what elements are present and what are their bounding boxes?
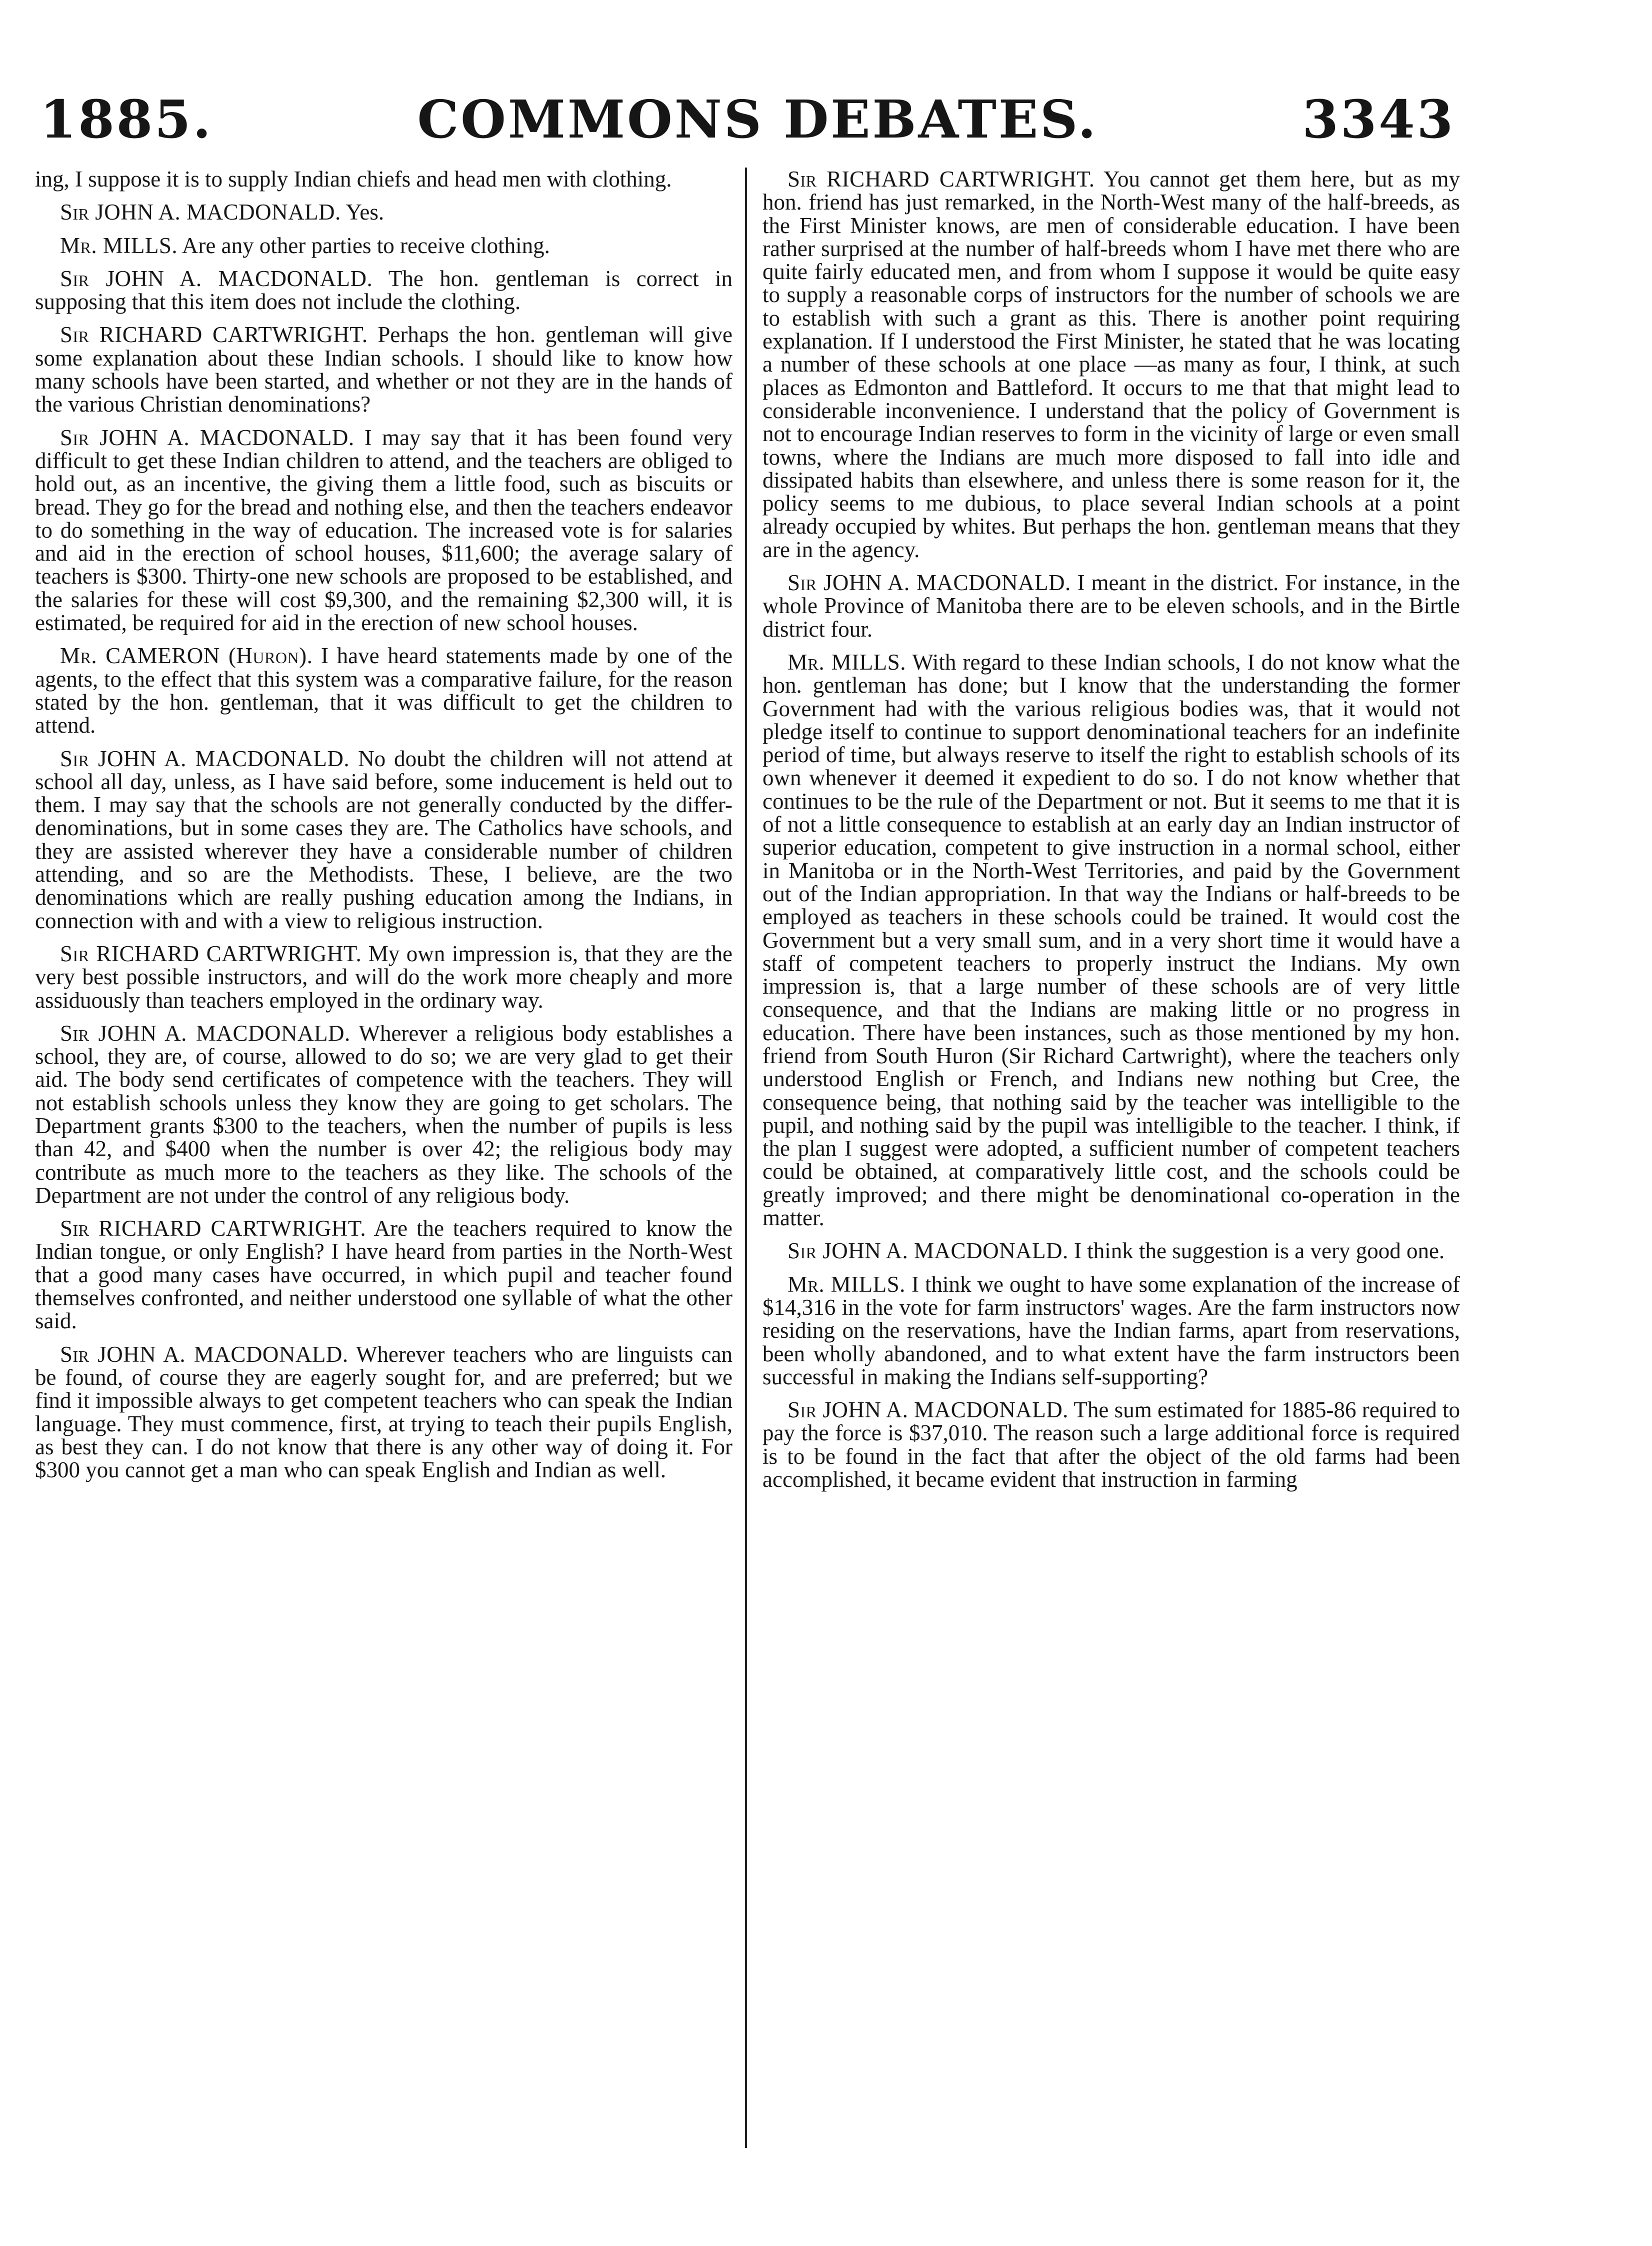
speech-text: I may say that it has been found very difficult to get these Indian children to attend, and the teachers are obliged to hold out, as an incentive, the giving them a little food, such as biscuits or bread. They go for the bread and nothing else, and then the teachers endeavor to do something in the way of education. The increased vote is for salaries and aid in the erection of school houses, $11,600; the average salary of teachers is $300. Thirty-one new schools are proposed to be established, and the salaries for these will cost $9,300, and the remaining $2,300 will, it is estimated, be required for aid in the erection of new school houses. (35, 425, 733, 636)
speaker-name: Sir RICHARD CARTWRIGHT. (60, 322, 368, 348)
speech-text: Yes. (346, 200, 384, 225)
speaker-name: Sir JOHN A. MACDONALD. (788, 570, 1071, 596)
speech-paragraph (35, 747, 732, 932)
speech-text: You cannot get them here, but as my hon. friend has just remarked, in the North-West many of the half-breeds, as the First Minister knows, are men of considerable education. I have been rather surprised at the number of half-breeds whom I have met there who are quite fairly educated men, and from whom I suppose it would be quite easy to supply a reasonable corps of instructors for the number of schools we are to establish with such a grant as this. There is another point requiring explanation. If I understood the First Minister, he stated that he was locating a number of these schools at one place —as many as four, I think, at such places as Edmonton and Battleford. It occurs to me that that might lead to considerable inconvenience. I understand that the policy of Government is not to encourage Indian reserves to form in the vicinity of large or even small towns, where the Indians are much more disposed to fall into idle and dissipated habits than elsewhere, and unless there is some reason for it, the policy seems to me dubious, to place several Indian schools at a point already occupied by whites. But perhaps the hon. gentleman means that they are in the agency. (762, 167, 1460, 562)
speech-text: My own impression is, that they are the very best possible instructors, and will do the work more cheaply and more assiduously than teachers employed in the ordinary way. (35, 941, 732, 1013)
speech-paragraph (35, 323, 732, 416)
speech-paragraph (35, 1217, 732, 1332)
speaker-name: Sir JOHN A. MACDONALD. (60, 200, 341, 225)
speech-text: Wherever teachers who are linguists can be found, of course they are eagerly sought for, and are preferred; but we find it impossible always to get competent teachers who can speak the Indian language. They must commence, first, at trying to teach their pupils English, as best they can. I do not know that there is any other way of doing it. For $300 you cannot get a man who can speak English and Indian as well. (35, 1341, 733, 1483)
header-page-number: 3343 (1302, 89, 1455, 150)
speaker-name: Mr. MILLS. (60, 233, 178, 258)
speech-paragraph (762, 651, 1460, 1229)
speech-paragraph (762, 168, 1460, 561)
left-column (35, 168, 732, 2148)
speaker-name: Mr. MILLS. (788, 1271, 906, 1297)
speech-text: Are the teachers required to know the Indian tongue, or only English? I have heard from parties in the North-West that a good many cases have occurred, in which pupil and teacher found themselves confronted, and neither understood one syllable of what the other said. (35, 1216, 732, 1334)
speech-paragraph (35, 426, 732, 635)
header-year: 1885. (40, 89, 213, 150)
speech-text: I meant in the district. For instance, in the whole Province of Manitoba there are to be eleven schools, and in the Birtle district four. (762, 570, 1460, 642)
speech-text: The sum estimated for 1885-86 required to pay the force is $37,010. The reason such a large additional force is required is to be found in the fact that after the object of the old farms had been accomplished, it became evident that instruction in farming (762, 1397, 1460, 1492)
speaker-name: Sir JOHN A. MACDONALD. (60, 425, 354, 450)
speech-paragraph (35, 168, 732, 191)
page-header (40, 75, 1455, 150)
speech-text: The hon. gentleman is correct in supposing that this item does not include the clothing. (35, 266, 732, 315)
speech-text: ing, I suppose it is to supply Indian chiefs and head men with clothing. (35, 167, 672, 192)
speech-paragraph (35, 1022, 732, 1207)
speech-text: Are any other parties to receive clothing. (182, 233, 550, 258)
speech-paragraph (35, 1343, 732, 1482)
speaker-name: Mr. CAMERON (Huron). (60, 643, 313, 669)
speaker-name: Sir JOHN A. MACDONALD. (60, 1020, 350, 1046)
header-title: COMMONS DEBATES. (417, 89, 1098, 150)
text-columns (35, 168, 1460, 2148)
speech-text: I think we ought to have some explanation of the increase of $14,316 in the vote for farm instructors' wages. Are the farm instructors now residing on the reservations, have the Indian farms, apart from reservations, been wholly abandoned, and to what extent have the farm instructors been successful in making the Indians self-supporting? (762, 1271, 1460, 1389)
speech-paragraph (762, 1239, 1460, 1262)
speaker-name: Sir JOHN A. MACDONALD. (788, 1238, 1068, 1264)
right-column (762, 168, 1460, 2148)
speaker-name: Sir JOHN A. MACDONALD. (60, 266, 373, 291)
speech-text: No doubt the children will not attend at school all day, unless, as I have said before, some inducement is held out to them. I may say that the schools are not generally conducted by the differ-denominations, but in some cases they are. The Catholics have schools, and they are assisted wherever they have a considerable number of children attending, and so are the Methodists. These, I believe, are the two denominations which are really pushing education among the Indians, in connection with and with a view to religious instruction. (35, 746, 732, 933)
speaker-name: Sir RICHARD CARTWRIGHT. (60, 941, 362, 966)
speech-text: I think the suggestion is a very good one. (1074, 1238, 1445, 1264)
speech-paragraph (35, 234, 732, 257)
speech-paragraph (35, 644, 732, 737)
speech-text: Perhaps the hon. gentleman will give some explanation about these Indian schools. I should like to know how many schools have been started, and whether or not they are in the hands of the various Christian denominations? (35, 322, 733, 417)
speaker-name: Mr. MILLS. (788, 649, 906, 675)
speech-paragraph (35, 201, 732, 224)
speaker-name: Sir RICHARD CARTWRIGHT. (788, 167, 1095, 192)
speaker-name: Sir JOHN A. MACDONALD. (788, 1397, 1068, 1423)
speaker-name: Sir RICHARD CARTWRIGHT. (60, 1216, 366, 1241)
speaker-name: Sir JOHN A. MACDONALD. (60, 1341, 348, 1367)
speech-paragraph (762, 571, 1460, 641)
speech-paragraph (762, 1398, 1460, 1491)
speech-text: Wherever a religious body establishes a school, they are, of course, allowed to do so; we are very glad to get their aid. The body send certificates of competence with the teachers. They will not establish schools unless they know they are going to get scholars. The Department grants $300 to the teachers, when the number of pupils is less than 42, and $400 when the number is over 42; the religious body may contribute as much more to the teachers as they like. The schools of the Department are not under the control of any religious body. (35, 1020, 732, 1208)
speech-text: I have heard statements made by one of the agents, to the effect that this system was a comparative failure, for the reason stated by the hon. gentleman, that it was difficult to get the children to attend. (35, 643, 732, 738)
speech-paragraph (35, 267, 732, 314)
speech-paragraph (35, 942, 732, 1012)
speech-paragraph (762, 1273, 1460, 1388)
speech-text: With regard to these Indian schools, I do not know what the hon. gentleman has done; but I know that the understanding the former Government had with the various religious bodies was, that it would not pledge itself to continue to support denominational teachers for an indefinite period of time, but always reserve to itself the right to establish schools of its own whenever it deemed it expedient to do so. I do not know whether that continues to be the rule of the Department or not. But it seems to me that it is of not a little consequence to establish at an early day an Indian instructor of superior education, competent to give instruction in a normal school, either in Manitoba or in the North-West Territories, and paid by the Government out of the Indian appropriation. In that way the Indians or half-breeds to be employed as teachers in these schools could be trained. It would cost the Government but a very small sum, and in a very short time it would have a staff of competent teachers to properly instruct the Indians. My own impression is, that a large number of these schools are of very little consequence, and that the Indians are making little or no progress in education. There have been instances, such as those mentioned by my hon. friend from South Huron (Sir Richard Cartwright), where the teachers only understood English or French, and Indians new nothing but Cree, the consequence being, that nothing said by the teacher was intelligible to the pupil, and nothing said by the pupil was intelligible to the teacher. I think, if the plan I suggest were adopted, a sufficient number of competent teachers could be obtained, at comparatively little cost, and the schools could be greatly improved; and there might be denominational co-operation in the matter. (762, 649, 1460, 1231)
speaker-name: Sir JOHN A. MACDONALD. (60, 746, 350, 771)
